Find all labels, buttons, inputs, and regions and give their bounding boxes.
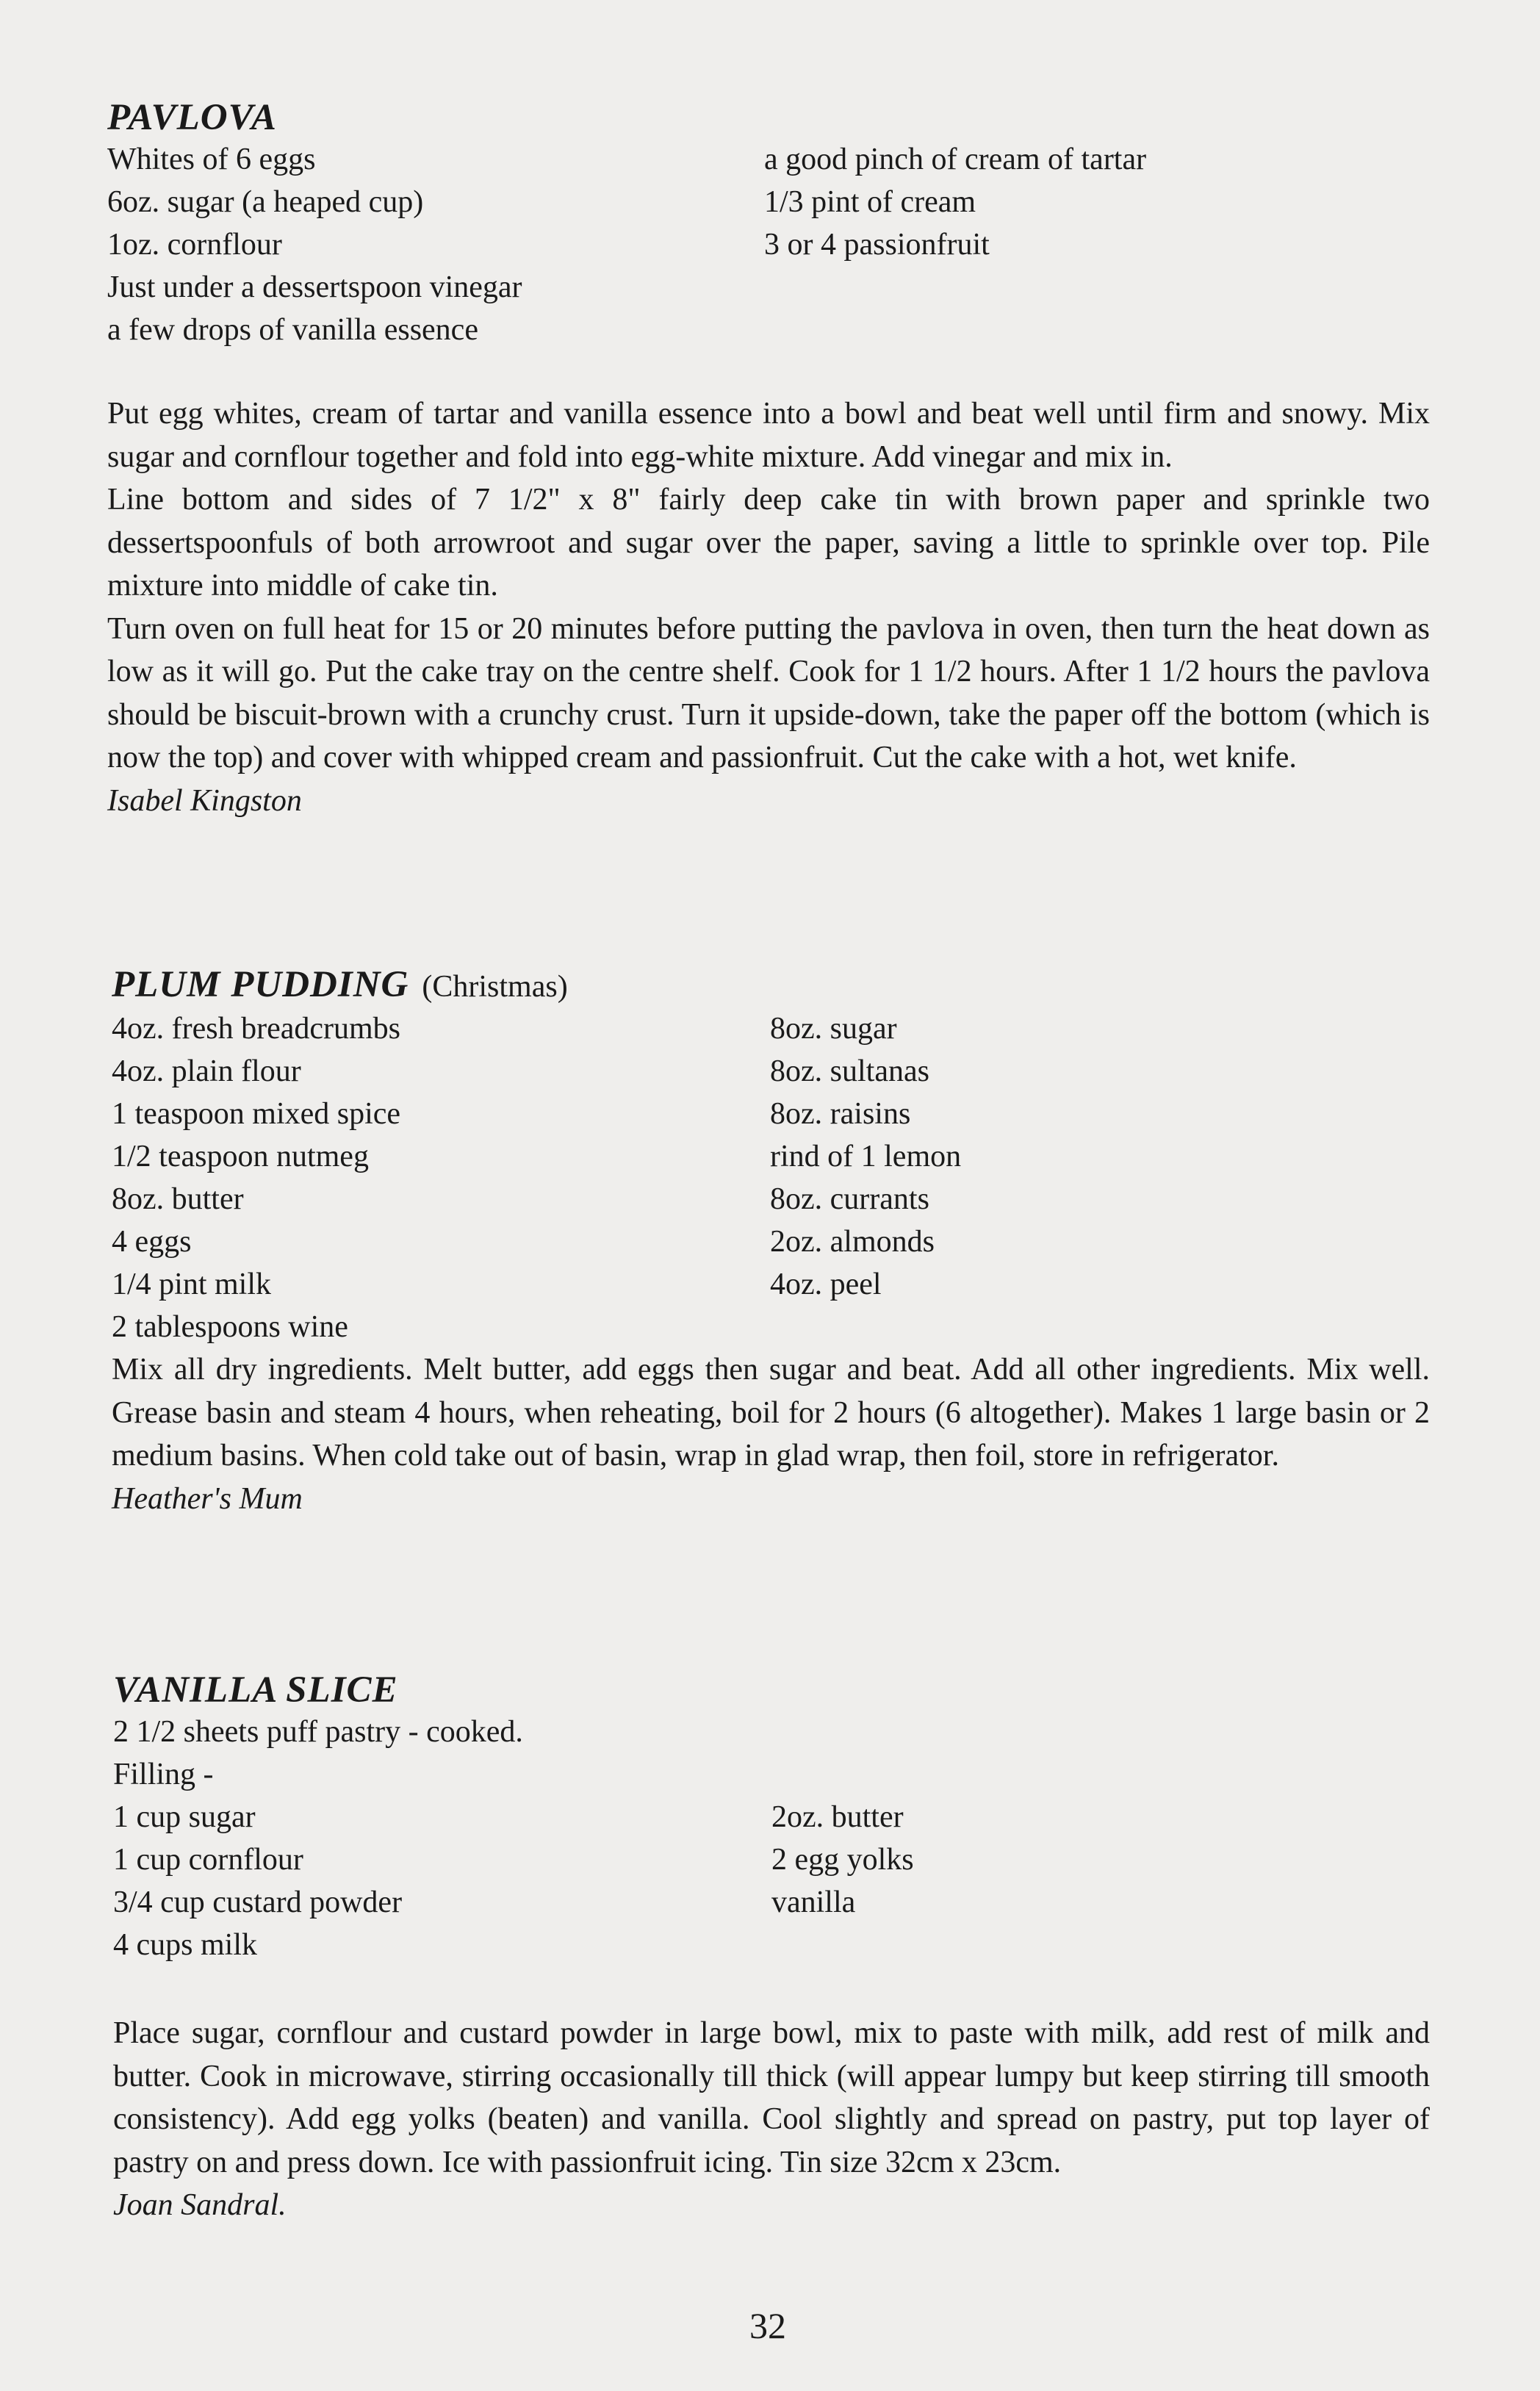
recipe-title bbox=[112, 963, 1434, 1009]
ingredient-item: 4 eggs bbox=[112, 1225, 192, 1259]
ingredient-item: 6oz. sugar (a heaped cup) bbox=[107, 185, 424, 219]
recipe-subtitle: (Christmas) bbox=[422, 970, 568, 1004]
ingredient-item: 1/2 teaspoon nutmeg bbox=[112, 1140, 369, 1173]
ingredient-item: 2oz. butter bbox=[771, 1800, 904, 1834]
intro-line: 2 1/2 sheets puff pastry - cooked. bbox=[113, 1715, 523, 1749]
ingredient-item: 8oz. currants bbox=[770, 1182, 929, 1216]
ingredient-item: Just under a dessertspoon vinegar bbox=[107, 270, 522, 304]
ingredients-list bbox=[113, 1796, 1436, 1966]
ingredient-item: a good pinch of cream of tartar bbox=[764, 143, 1147, 176]
recipe-plum-pudding bbox=[112, 963, 1434, 1520]
ingredients-list bbox=[107, 138, 1430, 351]
ingredient-item: 8oz. sugar bbox=[770, 1012, 897, 1046]
method-paragraph: Line bottom and sides of 7 1/2" x 8" fairly deep cake tin with brown paper and sprinkle two dessertspoonfuls of both arrowroot and sugar over the paper, saving a little to sprinkle over top. Pile mixture into middle of cake tin. bbox=[107, 483, 1430, 603]
ingredient-item: 8oz. raisins bbox=[770, 1097, 911, 1131]
ingredient-item: 4 cups milk bbox=[113, 1928, 257, 1962]
recipe-author: Joan Sandral. bbox=[113, 2188, 287, 2222]
ingredient-item: 2 egg yolks bbox=[771, 1843, 914, 1877]
ingredient-item: 4oz. peel bbox=[770, 1268, 882, 1301]
recipe-title: PAVLOVA bbox=[107, 97, 277, 138]
ingredient-item: vanilla bbox=[771, 1885, 856, 1919]
intro-line: Filling - bbox=[113, 1758, 214, 1791]
recipe-title: VANILLA SLICE bbox=[113, 1669, 398, 1711]
ingredient-item: 1 cup sugar bbox=[113, 1800, 256, 1834]
recipe-vanilla-slice bbox=[113, 1668, 1436, 2226]
page-number: 32 bbox=[749, 2305, 786, 2346]
ingredient-item: rind of 1 lemon bbox=[770, 1140, 962, 1173]
recipe-author: Heather's Mum bbox=[112, 1481, 303, 1516]
ingredient-item: a few drops of vanilla essence bbox=[107, 313, 478, 347]
ingredient-item: 2oz. almonds bbox=[770, 1225, 935, 1259]
ingredient-item: Whites of 6 eggs bbox=[107, 143, 316, 176]
method-paragraph: Mix all dry ingredients. Melt butter, add eggs then sugar and beat. Add all other ingredients. Mix well. Grease basin and steam 4 hours, when reheating, boil for 2 hours (6 altogether). Makes 1 large basin or 2 medium basins. When cold take out of basin, wrap in glad wrap, then foil, store in refrigerator. bbox=[112, 1353, 1430, 1473]
ingredient-item: 1/4 pint milk bbox=[112, 1268, 272, 1301]
ingredient-item: 2 tablespoons wine bbox=[112, 1310, 348, 1344]
method-paragraph: Put egg whites, cream of tartar and vanilla essence into a bowl and beat well until firm and snowy. Mix sugar and cornflour together and fold into egg-white mixture. Add vinegar and mix in. bbox=[107, 397, 1430, 474]
method-paragraph: Place sugar, cornflour and custard powder in large bowl, mix to paste with milk, add rest of milk and butter. Cook in microwave, stirring occasionally till thick (will appear lumpy but keep stirring till smooth consistency). Add egg yolks (beaten) and vanilla. Cool slightly and spread on pastry, put top layer of pastry on and press down. Ice with passionfruit icing. Tin size 32cm x 23cm. bbox=[113, 2016, 1430, 2179]
ingredient-item: 4oz. plain flour bbox=[112, 1054, 301, 1088]
ingredient-item: 8oz. sultanas bbox=[770, 1054, 929, 1088]
intro-lines bbox=[113, 1711, 1436, 1796]
ingredient-item: 3/4 cup custard powder bbox=[113, 1885, 403, 1919]
ingredients-list bbox=[112, 1007, 1434, 1348]
ingredient-item: 1 teaspoon mixed spice bbox=[112, 1097, 401, 1131]
method-paragraph: Turn oven on full heat for 15 or 20 minutes before putting the pavlova in oven, then turn the heat down as low as it will go. Put the cake tray on the centre shelf. Cook for 1 1/2 hours. After 1 1/2 hours the pavlova should be biscuit-brown with a crunchy crust. Turn it upside-down, take the paper off the bottom (which is now the top) and cover with whipped cream and passionfruit. Cut the cake with a hot, wet knife. bbox=[107, 611, 1430, 774]
ingredient-item: 1 cup cornflour bbox=[113, 1843, 303, 1877]
ingredient-item: 3 or 4 passionfruit bbox=[764, 228, 990, 262]
recipe-author: Isabel Kingston bbox=[107, 783, 302, 818]
ingredient-item: 4oz. fresh breadcrumbs bbox=[112, 1012, 401, 1046]
recipe-title-text: PLUM PUDDING bbox=[112, 964, 409, 1005]
ingredient-item: 8oz. butter bbox=[112, 1182, 244, 1216]
recipe-pavlova bbox=[107, 96, 1430, 822]
ingredient-item: 1oz. cornflour bbox=[107, 228, 282, 262]
ingredient-item: 1/3 pint of cream bbox=[764, 185, 976, 219]
